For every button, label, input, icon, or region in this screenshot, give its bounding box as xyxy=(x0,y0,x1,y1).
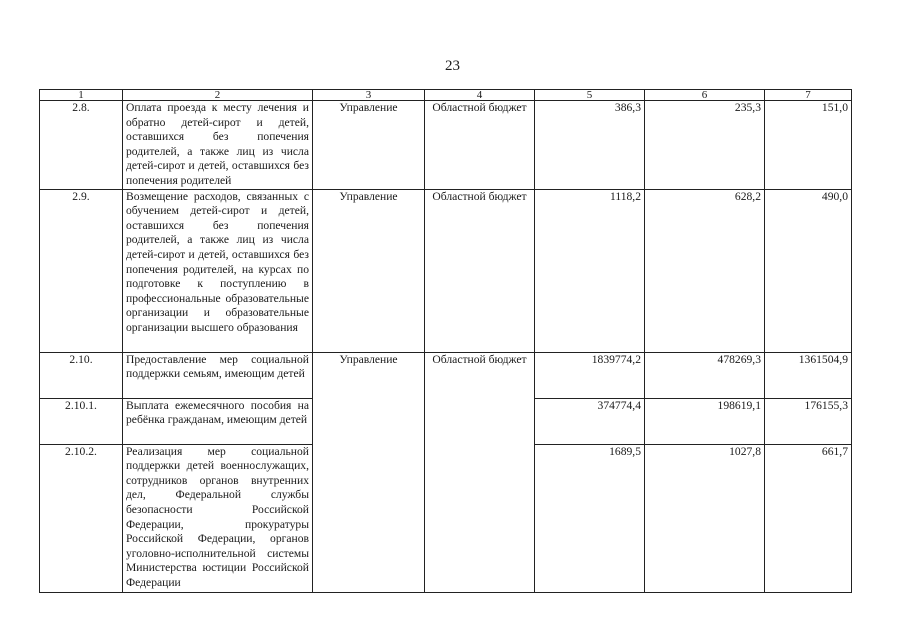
row-value-col6: 1027,8 xyxy=(645,444,765,592)
row-value-col7: 661,7 xyxy=(765,444,852,592)
row-value-col6: 235,3 xyxy=(645,101,765,190)
row-description: Выплата ежемесячного пособия на ребёнка гражданам, имеющим детей xyxy=(123,398,313,444)
row-value-total: 1839774,2 xyxy=(535,352,645,398)
row-number: 2.9. xyxy=(40,189,123,352)
column-header-5: 5 xyxy=(535,90,645,101)
row-value-col7: 151,0 xyxy=(765,101,852,190)
row-value-total: 1118,2 xyxy=(535,189,645,352)
row-executor: Управление xyxy=(313,189,425,352)
column-header-6: 6 xyxy=(645,90,765,101)
table-row xyxy=(40,189,852,352)
row-number: 2.10. xyxy=(40,352,123,398)
row-executor: Управление xyxy=(313,352,425,592)
row-value-col7: 176155,3 xyxy=(765,398,852,444)
column-header-1: 1 xyxy=(40,90,123,101)
row-number: 2.10.1. xyxy=(40,398,123,444)
row-value-col7: 1361504,9 xyxy=(765,352,852,398)
column-header-3: 3 xyxy=(313,90,425,101)
row-description: Предоставление мер социальной поддержки семьям, имеющим детей xyxy=(123,352,313,398)
row-value-total: 374774,4 xyxy=(535,398,645,444)
column-header-4: 4 xyxy=(425,90,535,101)
row-number: 2.8. xyxy=(40,101,123,190)
row-description: Реализация мер социальной поддержки детей военнослужащих, сотрудников органов внутренних дел, Федеральной службы безопасности Российской Федерации, прокуратуры Российской Федерации, органов уголовно-исполнительной системы Министерства юстиции Российской Федерации xyxy=(123,444,313,592)
row-executor: Управление xyxy=(313,101,425,190)
row-value-col6: 198619,1 xyxy=(645,398,765,444)
row-value-col7: 490,0 xyxy=(765,189,852,352)
table-row xyxy=(40,352,852,398)
column-header-2: 2 xyxy=(123,90,313,101)
row-funding-source: Областной бюджет xyxy=(425,352,535,592)
page-number: 23 xyxy=(445,58,460,74)
row-funding-source: Областной бюджет xyxy=(425,189,535,352)
row-number: 2.10.2. xyxy=(40,444,123,592)
row-value-total: 1689,5 xyxy=(535,444,645,592)
row-value-total: 386,3 xyxy=(535,101,645,190)
row-value-col6: 628,2 xyxy=(645,189,765,352)
column-header-7: 7 xyxy=(765,90,852,101)
row-description: Оплата проезда к месту лечения и обратно детей-сирот и детей, оставшихся без попечения родителей, а также лиц из числа детей-сирот и детей, оставшихся без попечения родителей xyxy=(123,101,313,190)
column-number-row xyxy=(40,90,852,101)
row-value-col6: 478269,3 xyxy=(645,352,765,398)
row-funding-source: Областной бюджет xyxy=(425,101,535,190)
budget-table xyxy=(39,89,852,593)
table-row xyxy=(40,101,852,190)
row-description: Возмещение расходов, связанных с обучением детей-сирот и детей, оставшихся без попечения родителей, а также лиц из числа детей-сирот и детей, оставшихся без попечения родителей, на курсах по подготовке к поступлению в профессиональные образовательные организации и образовательные организации высшего образования xyxy=(123,189,313,352)
